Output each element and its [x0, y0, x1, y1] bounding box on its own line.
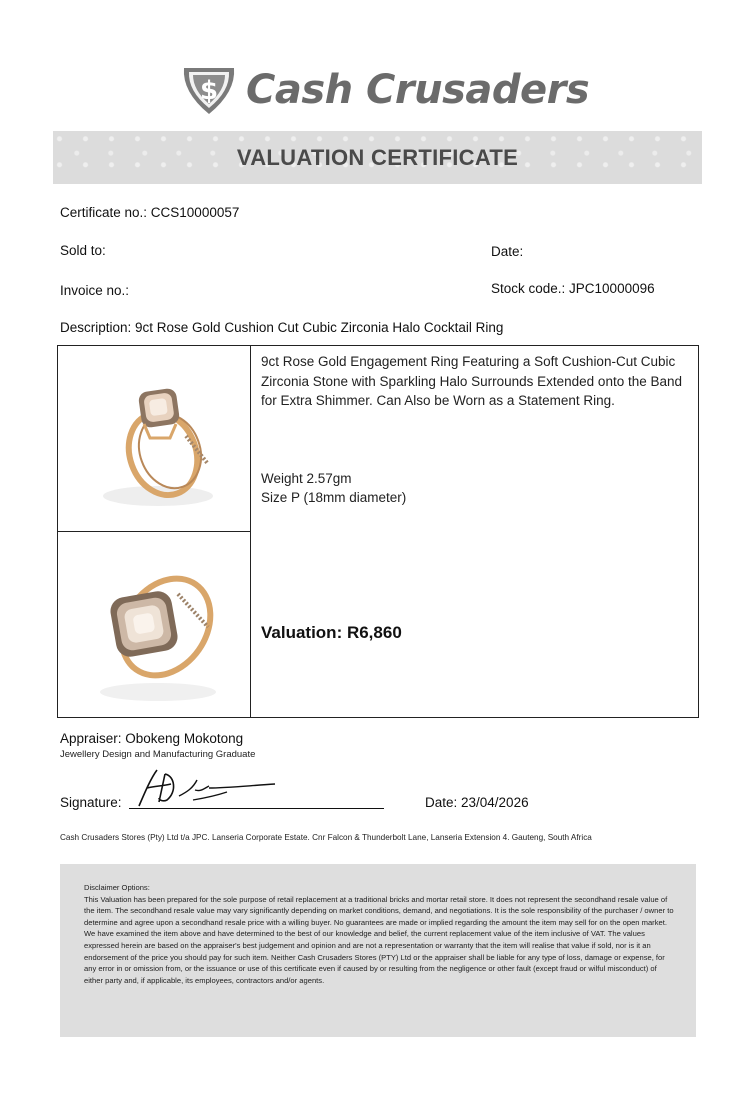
sold-to-label: Sold to: [60, 243, 106, 258]
ring-photo-side [58, 346, 251, 532]
ring-top-image [58, 532, 250, 717]
stock-code: Stock code.: JPC10000096 [491, 281, 655, 296]
item-description: Description: 9ct Rose Gold Cushion Cut Cubic Zirconia Halo Cocktail Ring [60, 320, 504, 335]
title-banner [53, 131, 702, 184]
item-details-text: 9ct Rose Gold Engagement Ring Featuring a Soft Cushion-Cut Cubic Zirconia Stone with Sparkling Halo Surrounds Extended onto the Band for Extra Shimmer. Can Also be Worn as a Statement Ring. [261, 354, 683, 408]
dollar-shield-icon [178, 62, 240, 118]
item-weight: Weight 2.57gm [261, 470, 352, 486]
signature-label: Signature: [60, 795, 122, 810]
ring-photo-top [58, 532, 251, 718]
item-size: Size P (18mm diameter) [261, 490, 407, 505]
appraiser-name: Appraiser: Obokeng Mokotong [60, 731, 244, 746]
item-details [261, 352, 691, 508]
signature-date: Date: 23/04/2026 [425, 795, 529, 810]
certificate-number: Certificate no.: CCS10000057 [60, 205, 240, 220]
brand-logo [178, 60, 598, 120]
invoice-number: Invoice no.: [60, 283, 130, 298]
valuation-amount: Valuation: R6,860 [261, 623, 402, 642]
brand-name: Cash Crusaders [246, 67, 590, 113]
svg-text:$: $ [199, 76, 219, 106]
handwritten-signature [135, 766, 285, 810]
certificate-title: VALUATION CERTIFICATE [236, 144, 519, 170]
disclaimer-paragraph-1: This Valuation has been prepared for the sole purpose of retail replacement at a traditional bricks and mortar retail store. It does not represent the secondhand resale value of the item. The secondhand resale value may vary significantly depending on market conditions, demand, and negotiations. It is the sole responsibility of the purchaser / owner to determine and agree upon a secondhand resale price with a willing buyer. No guarantees are made or implied regarding the amount the item may sell for on the open market. [84, 894, 674, 927]
date-label: Date: [491, 244, 524, 259]
appraiser-title: Jewellery Design and Manufacturing Graduate [60, 749, 256, 760]
item-table [57, 345, 699, 718]
disclaimer-heading: Disclaimer Options: [84, 883, 150, 892]
disclaimer-paragraph-2: We have examined the item above and have determined to the best of our knowledge and belief, the current replacement value of the item inclusive of VAT. The values expressed herein are based on the appraiser's best judgement and opinion and are not a representation or warranty that the item will realise that value if sold, nor is it an endorsement of the price you should pay for such item. Neither Cash Crusaders Stores (PTY) Ltd or the appraiser shall be liable for any type of loss, damage or expense, for any error in or omission from, or the issuance or use of this certificate even if caused by or resulting from the negligence or other fault (except fraud or wilful misconduct) of either party and, if applicable, its employees, contractors and/or agents. [84, 929, 665, 985]
company-address: Cash Crusaders Stores (Pty) Ltd t/a JPC. Lanseria Corporate Estate. Cnr Falcon & Thunderbolt Lane, Lanseria Extension 4. Gauteng, South Africa [60, 833, 592, 842]
ring-side-image [58, 346, 250, 531]
disclaimer-box [60, 864, 696, 1037]
